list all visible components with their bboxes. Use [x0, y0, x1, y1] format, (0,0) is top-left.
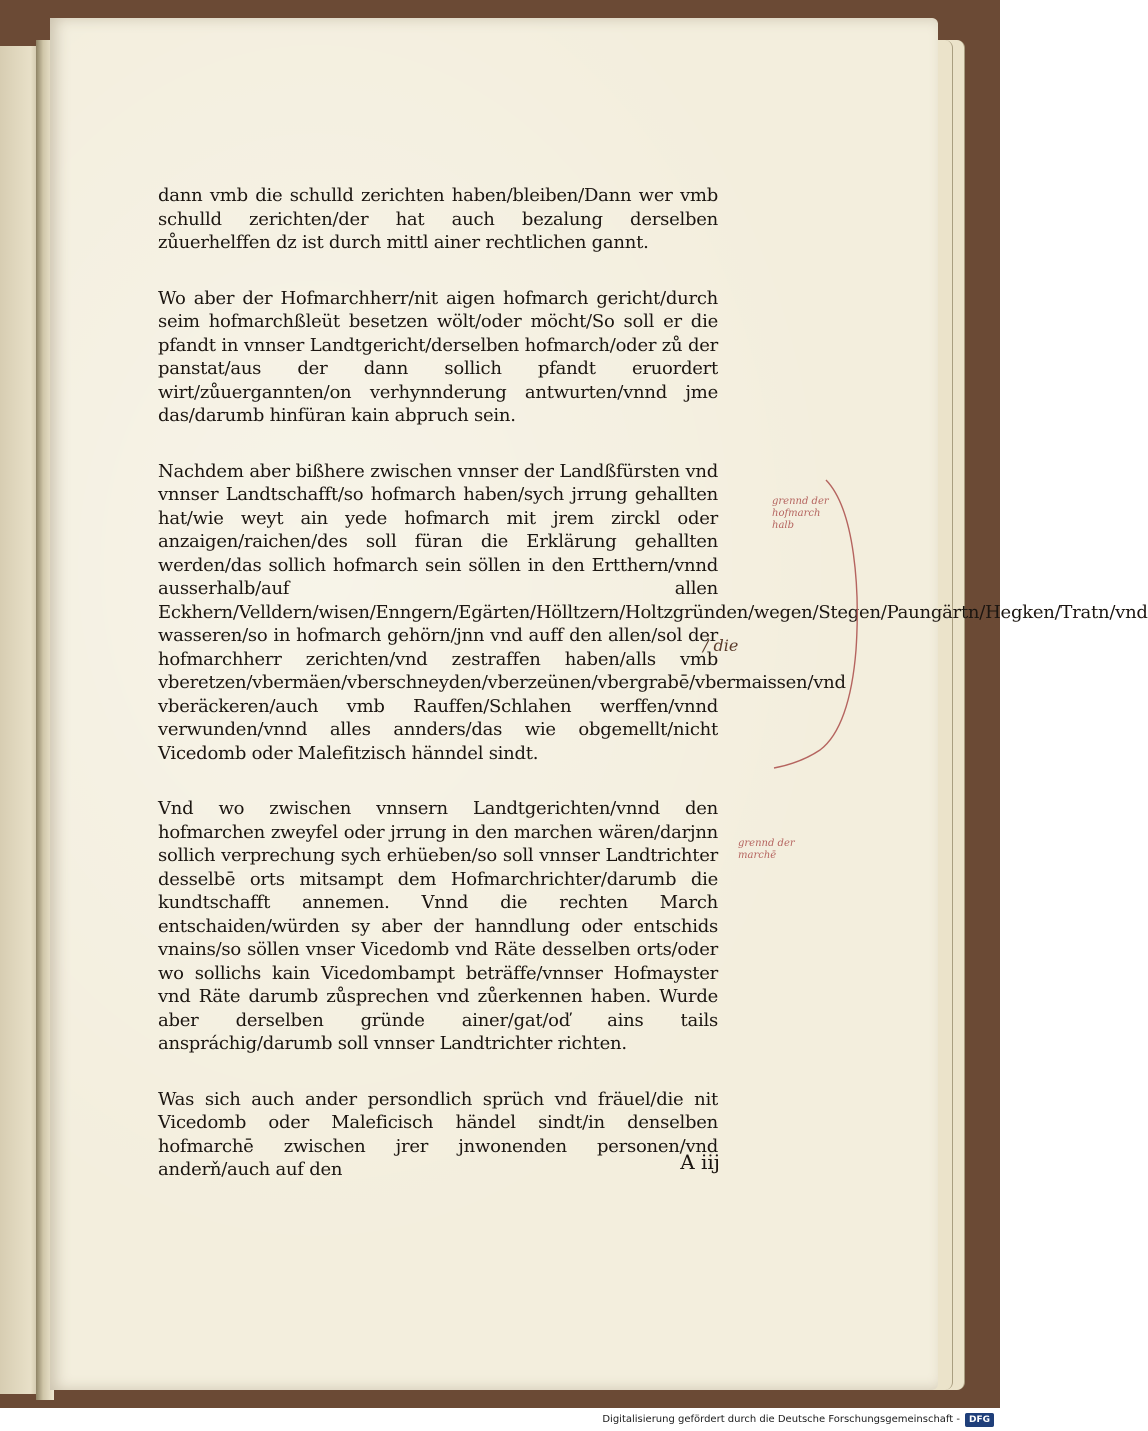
paragraph: Nachdem aber bißhere zwischen vnnser der Landßfürsten vnd vnnser Landtschafft/so hofmarch haben/sych jrrung gehallten hat/wie weyt ain yede hofmarch mit jrem zirckl oder anzaigen/raichen/des soll füran die Erklärung gehallten werden/das sollich hofmarch sein söllen in den Ertthern/vnnd ausserhalb/auf allen Eckhern/Velldern/wisen/Enngern/Egärten/Hölltzern/Holtzgründen/wegen/Stegen/Paungärtn/Hegken/Tratn/vnd wasseren/so in hofmarch gehörn/jnn vnd auff den allen/sol der hofmarchherr zerichten/vnd zestraffen haben/alls vmb vberetzen/vbermäen/vberschneyden/vberzeünen/vbergrabē/vbermaissen/vnd vberäckeren/auch vmb Rauffen/Schlahen werffen/vnnd verwunden/vnnd alles annders/das wie obgemellt/nicht Vicedomb oder Malefitzisch hänndel sindt.: [158, 460, 1148, 764]
paragraph: dann vmb die schulld zerichten haben/bleiben/Dann wer vmb schulld zerichten/der hat auch bezalung derselben zůuerhelffen dz ist durch mittl ainer rechtlichen gannt.: [158, 185, 718, 253]
signature-mark: A iij: [680, 1150, 720, 1174]
paragraph: Was sich auch ander persondlich sprüch vnd fräuel/die nit Vicedomb oder Maleficisch händel sindt/in denselben hofmarchē zwischen jrer jnwonenden personen/vnd anderň/auch auf den: [158, 1088, 718, 1180]
margin-bracket-mark: [760, 470, 880, 790]
marginal-note: / die: [703, 636, 739, 655]
marginal-note: grennd der hofmarch halb: [772, 496, 829, 531]
footer-credit: Digitalisierung gefördert durch die Deutsche Forschungsgemeinschaft -: [602, 1414, 960, 1425]
paragraph: Vnd wo zwischen vnnsern Landtgerichten/vnnd den hofmarchen zweyfel oder jrrung in den marchen wären/darjnn sollich verprechung sych erhüeben/so soll vnnser Landtrichter desselbē orts mitsampt dem Hofmarchrichter/darumb die kundtschafft annemen. Vnnd die rechten March entschaiden/würden sy aber der hanndlung oder entschids vnains/so söllen vnser Vicedomb vnd Räte desselben orts/oder wo sollichs kain Vicedombampt beträffe/vnnser Hofmayster vnd Räte darumb zůsprechen vnd zůerkennen haben. Wurde aber derselben gründe ainer/gat/oď ains tails anspráchig/darumb soll vnnser Landtrichter richten.: [158, 798, 718, 1054]
dfg-logo: DFG: [965, 1413, 994, 1427]
footer-bar: [0, 1408, 1000, 1431]
marginal-note: grennd der marchē: [738, 838, 795, 861]
paragraph: Wo aber der Hofmarchherr/nit aigen hofmarch gericht/durch seim hofmarchßleüt besetzen wölt/oder möcht/So soll er die pfandt in vnnser Landtgericht/derselben hofmarch/oder zů der panstat/aus der dann sollich pfandt eruordert wirt/zůuergannten/on verhynnderung antwurten/vnnd jme das/darumb hinfüran kain abpruch sein.: [158, 287, 718, 426]
